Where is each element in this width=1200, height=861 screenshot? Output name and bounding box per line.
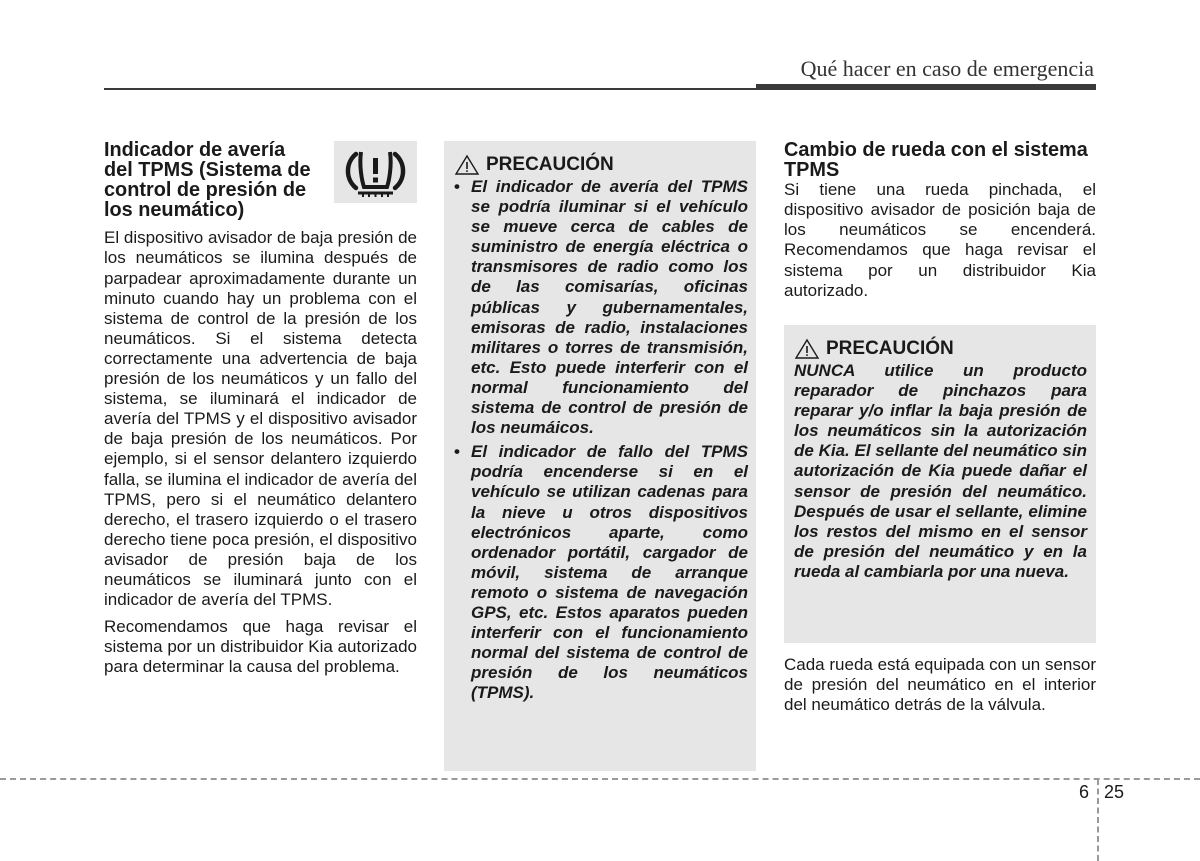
caution-title <box>794 337 1087 361</box>
caution-box-interference <box>444 141 756 771</box>
caution-title-text: PRECAUCIÓN <box>826 338 954 359</box>
header-rule-accent <box>756 84 1096 90</box>
warning-triangle-icon <box>794 338 820 360</box>
tpms-recommendation-paragraph: Recomendamos que haga revisar el sistema por un distribuidor Kia autorizado para determinar la causa del problema. <box>104 617 417 677</box>
tpms-warning-icon <box>334 141 417 203</box>
caution-box-sealant <box>784 325 1096 643</box>
tire-change-heading: Cambio de rueda con el sistema TPMS <box>784 139 1088 182</box>
caution-title-text: PRECAUCIÓN <box>486 154 614 175</box>
section-title: Qué hacer en caso de emergencia <box>800 56 1094 81</box>
footer-divider <box>0 778 1200 780</box>
right-column <box>784 140 1096 301</box>
tpms-malfunction-heading: Indicador de avería del TPMS (Sistema de control de presión de los neumático) <box>104 139 311 222</box>
header-rule <box>104 88 756 90</box>
tire-change-paragraph: Si tiene una rueda pinchada, el dispositivo avisador de posición baja de los neumáticos se encenderá. Recomendamos que haga revisar el sistema por un distribuidor Kia autorizado. <box>784 180 1096 300</box>
caution-list <box>454 177 748 703</box>
page-number: 25 <box>1104 782 1125 802</box>
sensor-paragraph: Cada rueda está equipada con un sensor de presión del neumático en el interior del neumático detrás de la válvula. <box>784 655 1096 715</box>
chapter-number: 6 <box>1079 782 1090 802</box>
warning-triangle-icon <box>454 154 480 176</box>
caution-sealant-text: NUNCA utilice un producto reparador de pinchazos para reparar y/o inflar la baja presión de los neumáticos sin la autorización de Kia. El sellante del neumático sin autorización de Kia puede dañar el sensor de presión del neumático. Después de usar el sellante, elimine los restos del mismo en el sensor de presión del neumático y en la rueda al cambiarla por una nueva. <box>794 361 1087 581</box>
footer-page-divider <box>1097 779 1099 861</box>
tpms-malfunction-paragraph: El dispositivo avisador de baja presión de los neumáticos se ilumina después de parpadear aproximadamente durante un minuto cuando hay un problema con el sistema de control de la presión de los neumáticos. Si el sistema detecta correctamente una advertencia de baja presión de los neumáticos y un fallo del sistema, se iluminará el indicador de avería del TPMS y el dispositivo avisador de baja presión de los neumáticos. Por ejemplo, si el sensor delantero izquierdo falla, se ilumina el indicador de avería del TPMS, pero si el neumático delantero derecho, el trasero izquierdo o el trasero derecho tiene poca presión, el dispositivo avisador de presión baja de los neumáticos se iluminará junto con el indicador de avería del TPMS. <box>104 228 417 610</box>
caution-title <box>454 153 748 177</box>
left-column <box>104 140 417 677</box>
caution-list-item: • El indicador de avería del TPMS se podría iluminar si el vehículo se mueve cerca de cables de suministro de energía eléctrica o transmisores de radio como los de las comisarías, oficinas públicas y gubernamentales, emisoras de radio, instalaciones militares o torres de transmisión, etc. Esto puede interferir con el normal funcionamiento del sistema de control de presión de los neumáicos. <box>454 177 748 438</box>
caution-list-item: • El indicador de fallo del TPMS podría encenderse si en el vehículo se utilizan cadenas para la nieve u otros dispositivos electrónicos aparte, como ordenador portátil, cargador de móvil, sistema de arranque remoto o sistema de navegación GPS, etc. Estos aparatos pueden interferir con el funcionamiento normal del sistema de control de presión de los neumáticos (TPMS). <box>454 442 748 703</box>
right-column-continued <box>784 655 1096 715</box>
